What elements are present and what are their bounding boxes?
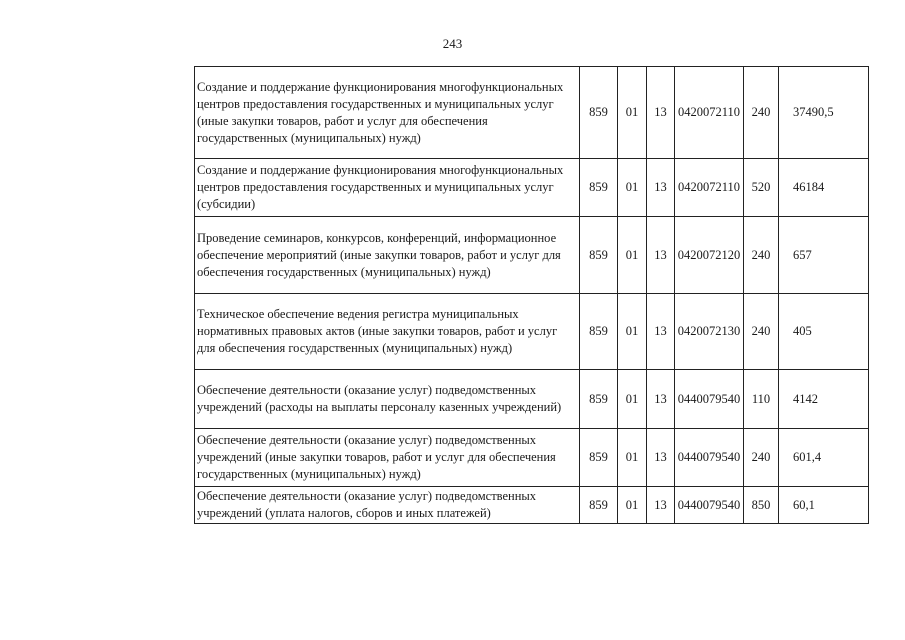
row-description: Создание и поддержание функционирования многофункциональных центров предоставления государственных и муниципальных услуг (субсидии) <box>195 159 580 217</box>
row-description: Техническое обеспечение ведения регистра муниципальных нормативных правовых актов (иные закупки товаров, работ и услуг для обеспечения государственных (муниципальных) нужд) <box>195 294 580 370</box>
expense-type-code: 240 <box>744 429 779 487</box>
amount: 60,1 <box>779 487 869 524</box>
section-code: 01 <box>618 429 647 487</box>
subsection-code: 13 <box>647 370 675 429</box>
section-code: 01 <box>618 370 647 429</box>
org-code: 859 <box>580 487 618 524</box>
org-code: 859 <box>580 67 618 159</box>
target-article-code: 0420072130 <box>675 294 744 370</box>
page-number: 243 <box>442 36 463 51</box>
section-code: 01 <box>618 217 647 294</box>
table-row <box>195 370 869 429</box>
org-code: 859 <box>580 429 618 487</box>
row-description: Обеспечение деятельности (оказание услуг) подведомственных учреждений (расходы на выплаты персоналу казенных учреждений) <box>195 370 580 429</box>
table-row <box>195 159 869 217</box>
table-row <box>195 429 869 487</box>
amount: 405 <box>779 294 869 370</box>
org-code: 859 <box>580 217 618 294</box>
table-row <box>195 67 869 159</box>
subsection-code: 13 <box>647 67 675 159</box>
row-description: Проведение семинаров, конкурсов, конференций, информационное обеспечение мероприятий (иные закупки товаров, работ и услуг для обеспечения государственных (муниципальных) нужд) <box>195 217 580 294</box>
amount: 46184 <box>779 159 869 217</box>
target-article-code: 0440079540 <box>675 487 744 524</box>
section-code: 01 <box>618 294 647 370</box>
amount: 601,4 <box>779 429 869 487</box>
table-row <box>195 487 869 524</box>
row-description: Обеспечение деятельности (оказание услуг) подведомственных учреждений (уплата налогов, сборов и иных платежей) <box>195 487 580 524</box>
target-article-code: 0420072110 <box>675 159 744 217</box>
expense-type-code: 240 <box>744 217 779 294</box>
expense-type-code: 520 <box>744 159 779 217</box>
org-code: 859 <box>580 294 618 370</box>
expense-type-code: 240 <box>744 294 779 370</box>
expense-type-code: 110 <box>744 370 779 429</box>
subsection-code: 13 <box>647 294 675 370</box>
budget-table <box>194 66 869 524</box>
amount: 657 <box>779 217 869 294</box>
target-article-code: 0440079540 <box>675 429 744 487</box>
target-article-code: 0440079540 <box>675 370 744 429</box>
subsection-code: 13 <box>647 217 675 294</box>
target-article-code: 0420072110 <box>675 67 744 159</box>
subsection-code: 13 <box>647 159 675 217</box>
table-row <box>195 217 869 294</box>
target-article-code: 0420072120 <box>675 217 744 294</box>
subsection-code: 13 <box>647 429 675 487</box>
amount: 37490,5 <box>779 67 869 159</box>
subsection-code: 13 <box>647 487 675 524</box>
table-row <box>195 294 869 370</box>
expense-type-code: 240 <box>744 67 779 159</box>
section-code: 01 <box>618 487 647 524</box>
org-code: 859 <box>580 370 618 429</box>
amount: 4142 <box>779 370 869 429</box>
expense-type-code: 850 <box>744 487 779 524</box>
row-description: Создание и поддержание функционирования многофункциональных центров предоставления государственных и муниципальных услуг (иные закупки товаров, работ и услуг для обеспечения государственных (муниципальных) нужд) <box>195 67 580 159</box>
section-code: 01 <box>618 159 647 217</box>
section-code: 01 <box>618 67 647 159</box>
row-description: Обеспечение деятельности (оказание услуг) подведомственных учреждений (иные закупки товаров, работ и услуг для обеспечения государственных (муниципальных) нужд) <box>195 429 580 487</box>
org-code: 859 <box>580 159 618 217</box>
